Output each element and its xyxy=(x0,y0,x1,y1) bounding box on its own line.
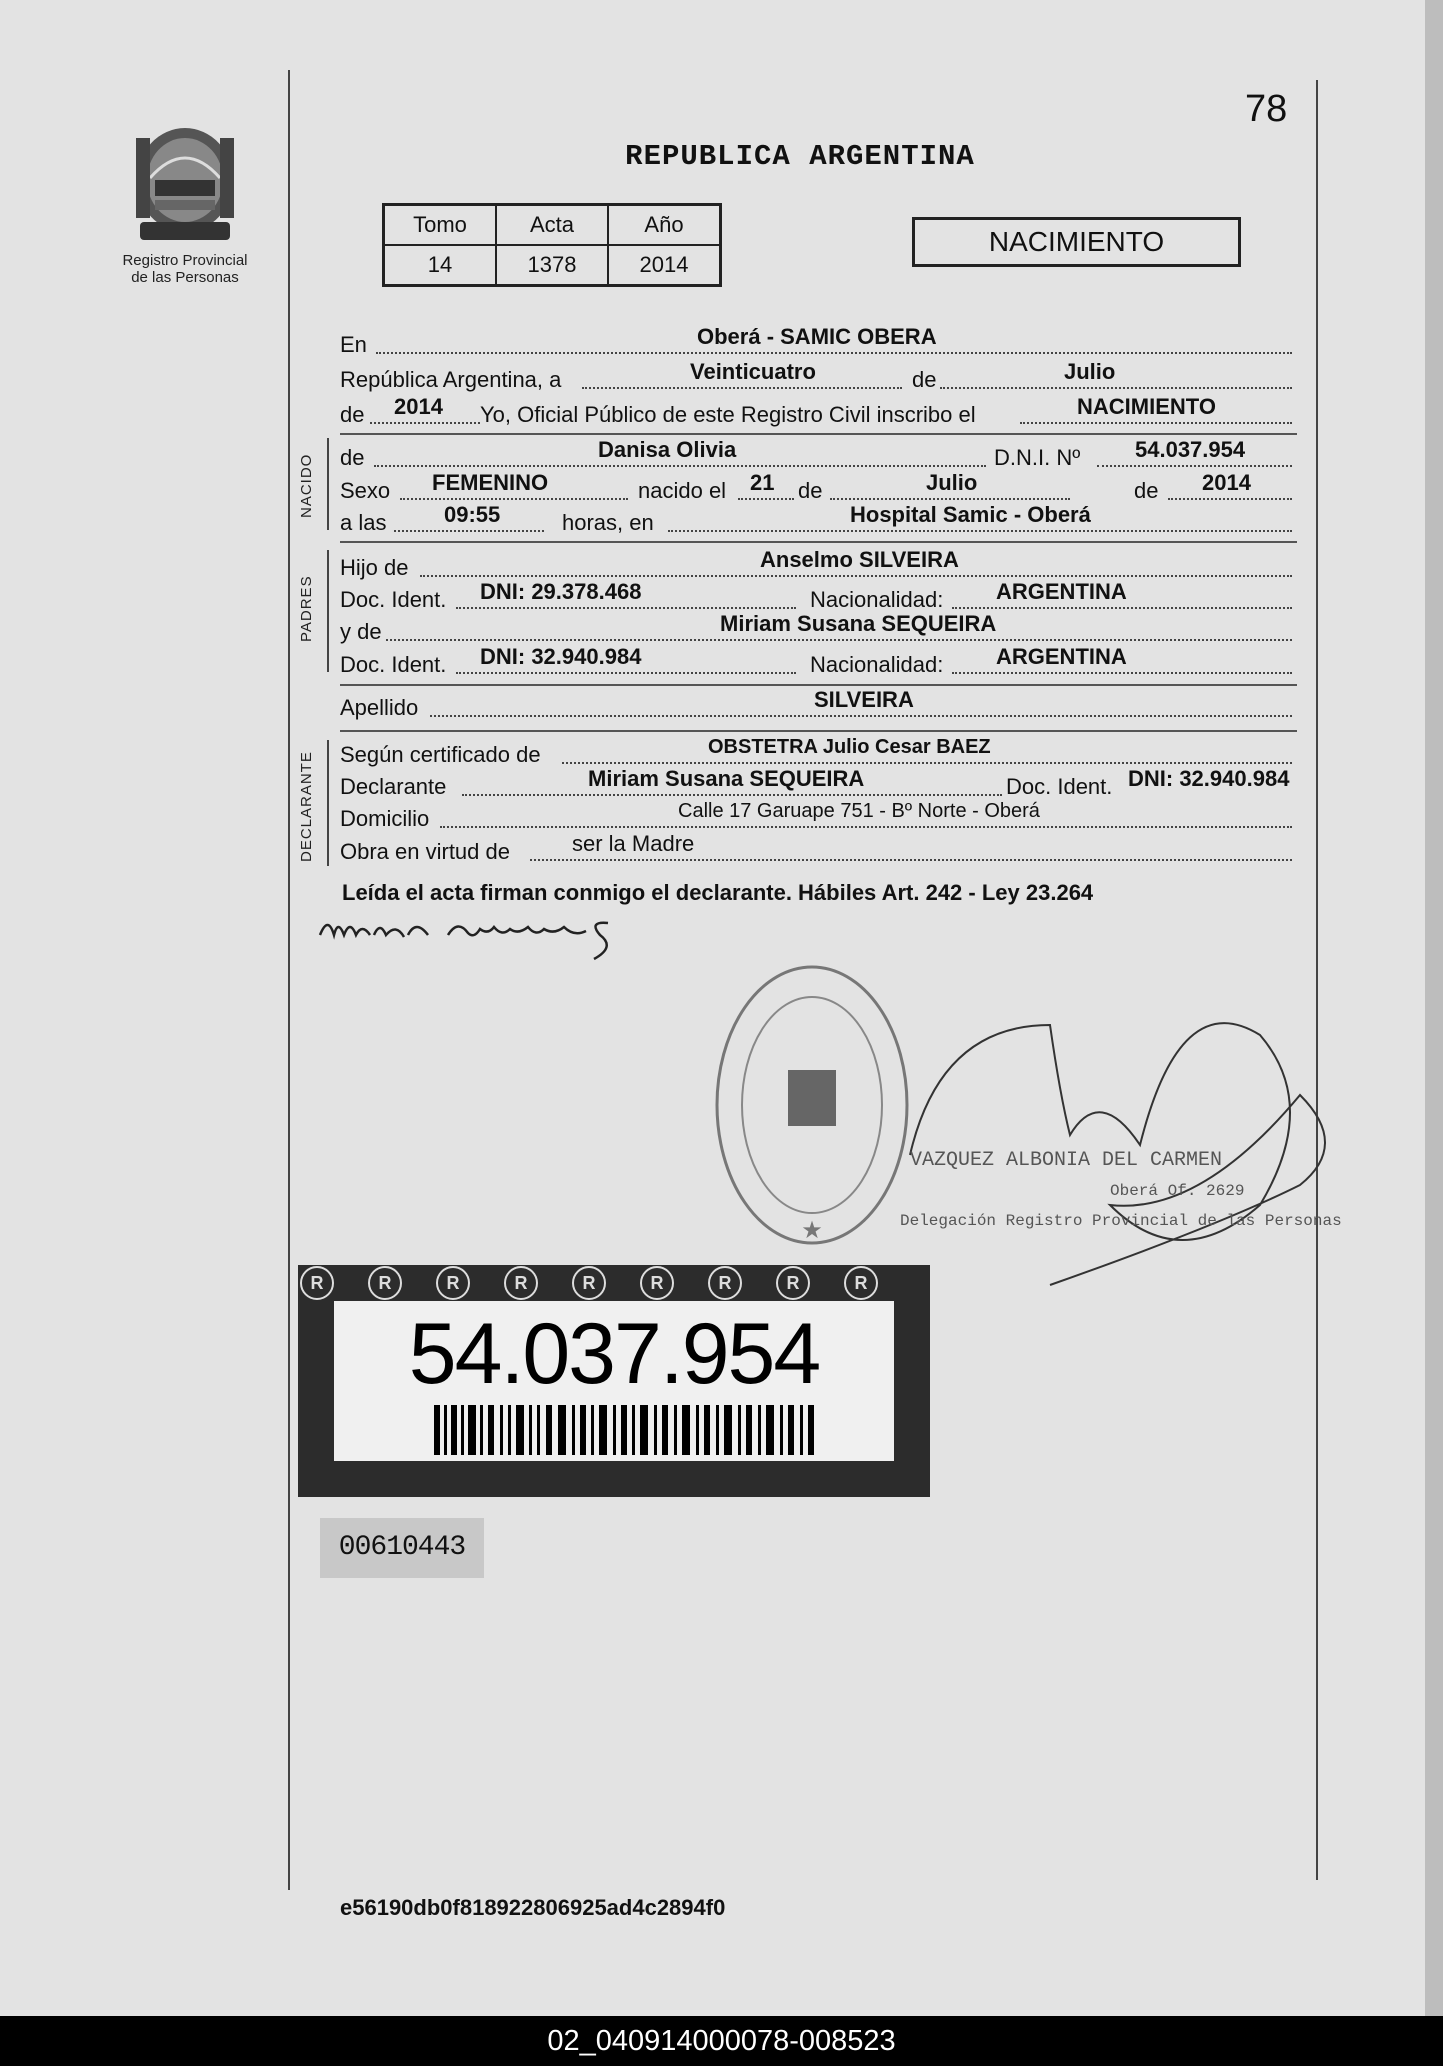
document-heading: REPUBLICA ARGENTINA xyxy=(625,140,975,173)
nac1-label: Nacionalidad: xyxy=(810,587,944,612)
closing-statement: Leída el acta firman conmigo el declarante. Hábiles Art. 242 - Ley 23.264 xyxy=(342,880,1094,905)
value-ano: 2014 xyxy=(608,245,721,286)
separator-2 xyxy=(340,541,1297,543)
value-tomo: 14 xyxy=(384,245,497,286)
reference-header-row xyxy=(384,205,721,246)
value-acta: 1378 xyxy=(496,245,608,286)
r-mark: R xyxy=(708,1266,742,1300)
nacido-de2-label: de xyxy=(1134,478,1159,503)
svg-text:Oberá Of. 2629: Oberá Of. 2629 xyxy=(1110,1182,1245,1200)
left-margin-line xyxy=(288,70,290,1890)
month-value: Julio xyxy=(1064,359,1116,384)
mother-doc: DNI: 32.940.984 xyxy=(480,644,642,669)
domicilio-line xyxy=(340,800,1292,834)
declarante-bar xyxy=(327,740,329,866)
declarante-label: Declarante xyxy=(340,774,447,799)
mother-doc-line xyxy=(340,644,1292,680)
dni-label: D.N.I. Nº xyxy=(994,445,1081,470)
declarante-doc-value: DNI: 32.940.984 xyxy=(1128,766,1290,791)
doc1-label: Doc. Ident. xyxy=(340,587,447,612)
father-name: Anselmo SILVEIRA xyxy=(760,547,959,572)
en-value: Oberá - SAMIC OBERA xyxy=(697,324,937,349)
certificado-value: OBSTETRA Julio Cesar BAEZ xyxy=(708,736,991,758)
year-prefix: de xyxy=(340,402,365,427)
mother-name: Miriam Susana SEQUEIRA xyxy=(720,611,997,636)
declarante-doc-label: Doc. Ident. xyxy=(1006,774,1113,799)
year-value: 2014 xyxy=(394,394,443,419)
obra-line xyxy=(340,831,1292,867)
reference-table xyxy=(382,203,722,287)
hijo-de-label: Hijo de xyxy=(340,555,409,580)
right-margin-line xyxy=(1316,80,1318,1880)
mother-nationality: ARGENTINA xyxy=(996,644,1127,669)
barcode-label xyxy=(298,1265,930,1497)
svg-text:VAZQUEZ ALBONIA DEL CARMEN: VAZQUEZ ALBONIA DEL CARMEN xyxy=(910,1149,1223,1172)
svg-text:★: ★ xyxy=(801,1217,823,1244)
birth-day: 21 xyxy=(750,470,775,495)
declarante-value: Miriam Susana SEQUEIRA xyxy=(588,766,865,791)
declarante-section-label: DECLARANTE xyxy=(298,751,315,862)
logo-caption-line1: Registro Provincial xyxy=(122,252,248,269)
birth-place: Hospital Samic - Oberá xyxy=(850,502,1091,527)
document-hash: e56190db0f818922806925ad4c2894f0 xyxy=(340,1895,726,1920)
doc2-label: Doc. Ident. xyxy=(340,652,447,677)
birth-time: 09:55 xyxy=(444,502,501,527)
year-line xyxy=(340,394,1292,430)
r-mark: R xyxy=(640,1266,674,1300)
sexo-label: Sexo xyxy=(340,478,391,503)
nacido-el-label: nacido el xyxy=(638,478,727,503)
inscribo-value: NACIMIENTO xyxy=(1077,394,1216,419)
en-label: En xyxy=(340,332,367,357)
header-ano: Año xyxy=(608,205,721,246)
child-name: Danisa Olivia xyxy=(598,437,737,462)
obra-value: ser la Madre xyxy=(572,831,695,856)
time-place-line xyxy=(340,502,1292,538)
nac2-label: Nacionalidad: xyxy=(810,652,944,677)
day-value: Veinticuatro xyxy=(690,359,816,384)
horas-label: horas, en xyxy=(562,510,654,535)
apellido-value: SILVEIRA xyxy=(814,687,914,712)
father-doc: DNI: 29.378.468 xyxy=(480,579,642,604)
reference-value-row xyxy=(384,245,721,286)
r-mark: R xyxy=(300,1266,334,1300)
birth-year: 2014 xyxy=(1202,470,1251,495)
father-nationality: ARGENTINA xyxy=(996,579,1127,604)
r-mark: R xyxy=(436,1266,470,1300)
barcode-number: 54.037.954 xyxy=(408,1306,820,1402)
nacido-section-label: NACIDO xyxy=(298,453,315,518)
sexo-value: FEMENINO xyxy=(432,470,549,495)
header-tomo: Tomo xyxy=(384,205,497,246)
declarante-signature xyxy=(318,905,698,970)
r-mark: R xyxy=(776,1266,810,1300)
r-mark: R xyxy=(368,1266,402,1300)
a-las-label: a las xyxy=(340,510,387,535)
oficial-text: Yo, Oficial Público de este Registro Civil inscribo el xyxy=(480,402,976,427)
segun-label: Según certificado de xyxy=(340,742,541,767)
record-type-box: NACIMIENTO xyxy=(912,217,1241,267)
page-number: 78 xyxy=(1245,88,1288,130)
obra-label: Obra en virtud de xyxy=(340,839,510,864)
padres-section-label: PADRES xyxy=(298,575,315,642)
serial-number: 00610443 xyxy=(320,1518,484,1578)
footer-filename: 02_040914000078-008523 xyxy=(0,2016,1443,2066)
nacido-de1-label: de xyxy=(798,478,823,503)
domicilio-label: Domicilio xyxy=(340,806,430,831)
y-de-label: y de xyxy=(340,619,382,644)
de-label: de xyxy=(912,367,937,392)
r-mark: R xyxy=(844,1266,878,1300)
barcode-bars xyxy=(434,1405,814,1455)
republica-label: República Argentina, a xyxy=(340,367,562,392)
logo-caption xyxy=(100,252,270,286)
barcode-inner xyxy=(334,1301,894,1461)
header-acta: Acta xyxy=(496,205,608,246)
republica-line xyxy=(340,359,1292,395)
r-mark: R xyxy=(504,1266,538,1300)
r-mark: R xyxy=(572,1266,606,1300)
scan-edge xyxy=(1425,0,1443,2016)
birth-month: Julio xyxy=(926,470,978,495)
en-line xyxy=(340,324,1292,360)
padres-bar xyxy=(327,550,329,672)
dni-value: 54.037.954 xyxy=(1135,437,1246,462)
svg-text:Delegación Registro Provincial: Delegación Registro Provincial de las Personas xyxy=(900,1212,1342,1230)
domicilio-value: Calle 17 Garuape 751 - Bº Norte - Oberá xyxy=(678,800,1040,822)
nacido-bar xyxy=(327,438,329,530)
officer-signature xyxy=(880,985,1360,1330)
apellido-label: Apellido xyxy=(340,695,419,720)
logo-caption-line2: de las Personas xyxy=(131,269,239,286)
nacido-de-label: de xyxy=(340,445,365,470)
misiones-emblem xyxy=(120,118,250,250)
apellido-line xyxy=(340,687,1292,723)
